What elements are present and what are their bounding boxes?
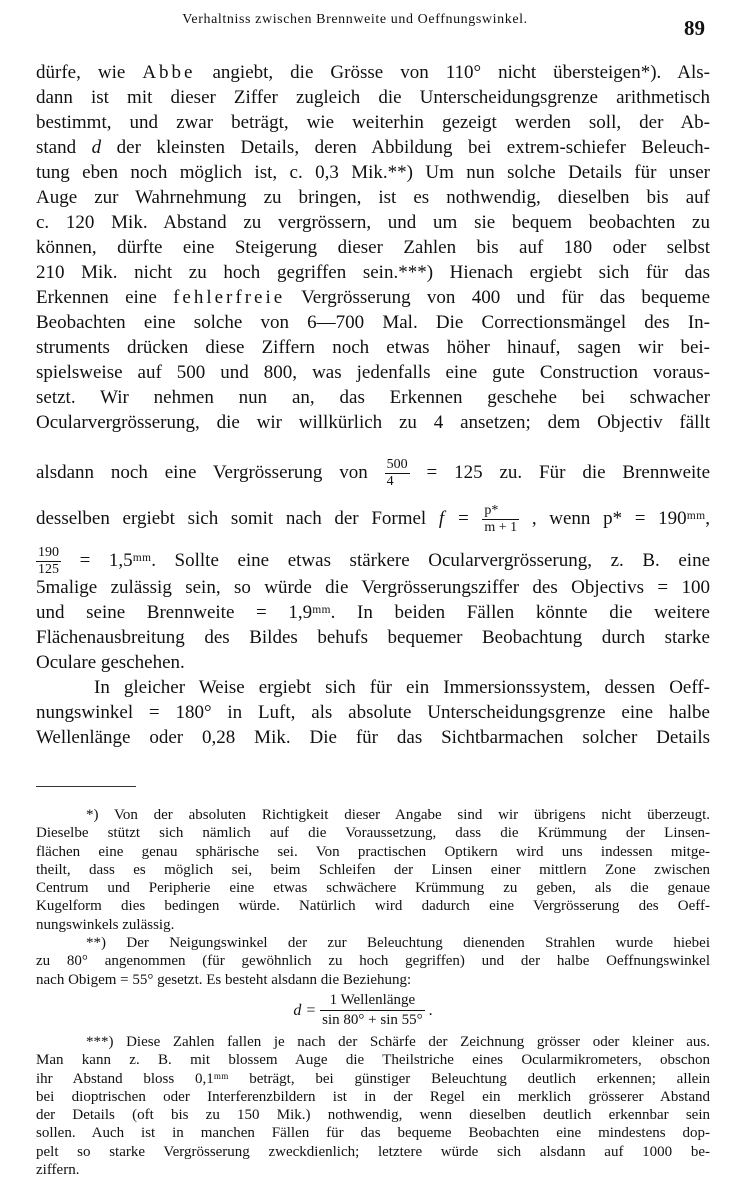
text-line: Beobachten eine solche von 6—700 Mal. Die Correctionsmängel des In- (36, 312, 710, 333)
formula-lhs: f = (438, 507, 470, 529)
numerator: 500 (386, 457, 408, 472)
text-line: Auge zur Wahrnehmung zu bringen, ist es nothwendig, dieselben bis auf (36, 187, 710, 208)
footnote-line: ziffern. (36, 1162, 80, 1179)
numerator: 190 (38, 545, 59, 560)
text-line: 5malige zulässig sein, so würde die Vergrösserungsziffer des Objectivs = 100 (36, 577, 710, 598)
text-line (36, 285, 710, 310)
text-segment: angiebt, die Grösse von 110° nicht übersteigen*). Als- (195, 62, 710, 83)
footnote-line: ***) Diese Zahlen fallen je nach der Schärfe der Zeichnung grösser oder kleiner aus. (86, 1033, 710, 1050)
footnote-line: nach Obigem = 55° gesetzt. Es besteht alsdann die Beziehung: (36, 971, 412, 988)
footnote-line: zu 80° angenommen (für gewöhnlich zu hoch gegriffen) und der halbe Oeffnungswinkel (36, 953, 710, 970)
footnote-line: sollen. Auch ist in manchen Fällen für das bequeme Beobachten eine mindestens dop- (36, 1125, 710, 1142)
text-line: und seine Brennweite = 1,9ᵐᵐ. In beiden Fällen könnte die weitere (36, 602, 710, 623)
fraction (320, 991, 424, 1030)
footnote-line: Man kann z. B. mit blossem Auge die Theilstriche eines Ocularmikrometers, obschon (36, 1052, 710, 1069)
text-line: Flächenausbreitung des Bildes behufs bequemer Beobachtung durch starke (36, 627, 710, 648)
text-segment: , wenn p* = 190ᵐᵐ, (531, 507, 711, 529)
spaced-emphasis: fehlerfreie (173, 287, 286, 308)
text-segment: dürfe, wie (36, 62, 143, 83)
footnote-line: der Details (oft bis zu 150 Mik.) nothwendig, wenn dieselben deutlich erkennbar sein (36, 1107, 710, 1124)
text-segment: desselben ergiebt sich somit nach der Formel (36, 507, 427, 529)
footnote-line: **) Der Neigungswinkel der zur Beleuchtung dienenden Strahlen wurde hiebei (86, 935, 710, 952)
footnote-line: pelt so starke Vergrösserung zweckdienlich; letztere würde sich alsdann auf 1000 be- (36, 1143, 710, 1160)
running-header: Verhaltniss zwischen Brennweite und Oeffnungswinkel. (182, 12, 528, 27)
text-line: Wellenlänge oder 0,28 Mik. Die für das Sichtbarmachen solcher Details (36, 727, 710, 748)
text-line: Ocularvergrösserung, die wir willkürlich zu 4 ansetzen; dem Objectiv fällt (36, 412, 710, 433)
text-line: bestimmt, und zwar beträgt, wie weiterhin gezeigt werden soll, der Ab- (36, 112, 710, 133)
text-line: setzt. Wir nehmen nun an, das Erkennen geschehe bei schwacher (36, 387, 710, 408)
text-line: dann ist mit dieser Ziffer zugleich die Unterscheidungsgrenze arithmetisch (36, 87, 710, 108)
numerator: 1 Wellenlänge (320, 991, 424, 1011)
footnote-line: Dieselbe stützt sich nämlich auf die Voraussetzung, dass die Krümmung der Linsen- (36, 825, 710, 842)
text-line: struments drücken diese Ziffern noch etwas höher hinauf, sagen wir bei- (36, 337, 710, 358)
footnote-line: theilt, dass es möglich sei, beim Schleifen der Linsen einer mittlern Zone zwischen (36, 861, 710, 878)
text-line: c. 120 Mik. Abstand zu vergrössern, und um sie bequem beobachten zu (36, 212, 710, 233)
spaced-name: Abbe (142, 62, 196, 83)
text-segment: alsdann noch eine Vergrösserung von (36, 461, 368, 483)
numerator: p* (482, 503, 519, 520)
equation-period: . (428, 1001, 433, 1019)
formula-line (36, 457, 710, 487)
footnote-line: Centrum und Peripherie eine etwas schwächere Krümmung zu geben, als die genaue (36, 880, 710, 897)
footnote-separator (36, 786, 136, 787)
text-segment: der kleinsten Details, deren Abbildung bei extrem-schiefer Beleuch- (101, 137, 711, 158)
text-segment: stand (36, 137, 92, 158)
footnote-line: Kugelform dies bedingen würde. Natürlich wird dadurch eine Vergrösserung des Oeff- (36, 898, 710, 915)
denominator: 125 (38, 562, 59, 577)
formula-line (36, 503, 710, 533)
variable: d (91, 137, 102, 158)
formula-line (36, 545, 710, 575)
text-line: tung eben noch möglich ist, c. 0,3 Mik.**) Um nun solche Details für unser (36, 162, 710, 183)
text-line: spielsweise auf 500 und 800, was jedenfalls eine gute Construction voraus- (36, 362, 710, 383)
footnote-line: flächen eine genau sphärische sei. Von practischen Optikern wird uns indessen mitge- (36, 843, 710, 860)
denominator: sin 80° + sin 55° (322, 1012, 423, 1029)
denominator: m + 1 (484, 520, 518, 535)
text-segment: = 125 zu. Für die Brennweite (426, 461, 711, 483)
fraction (482, 503, 519, 536)
text-line: können, dürfte eine Steigerung dieser Zahlen bis auf 180 oder selbst (36, 237, 710, 258)
text-segment: Vergrösserung von 400 und für das bequeme (285, 287, 710, 308)
fraction (385, 457, 410, 490)
text-segment: Erkennen eine (36, 287, 174, 308)
text-line (36, 135, 710, 160)
footnote-equation (16, 989, 710, 1033)
footnote-line: nungswinkels zulässig. (36, 916, 175, 933)
text-line: Oculare geschehen. (36, 652, 185, 673)
fraction (36, 545, 61, 578)
footnote-line: *) Von der absoluten Richtigkeit dieser Angabe sind wir übrigens nicht überzeugt. (86, 807, 710, 823)
footnote-line: ihr Abstand bloss 0,1ᵐᵐ beträgt, bei günstiger Beleuchtung deutlich erkennen; allein (36, 1070, 710, 1087)
body-text (36, 60, 710, 750)
page-number: 89 (684, 16, 705, 40)
text-line (36, 60, 710, 85)
text-line: 210 Mik. nicht zu hoch gegriffen sein.***) Hienach ergiebt sich für das (36, 262, 710, 283)
text-segment: = 1,5ᵐᵐ. Sollte eine etwas stärkere Ocularvergrösserung, z. B. eine (79, 549, 710, 571)
equation-lhs: d = (293, 1001, 317, 1019)
text-line: In gleicher Weise ergiebt sich für ein Immersionssystem, dessen Oeff- (94, 677, 710, 698)
footnote-line: bei dioptrischen oder Interferenzbildern ist in der Regel ein merklich grösserer Abstand (36, 1088, 710, 1105)
footnotes (36, 806, 710, 1179)
text-line: nungswinkel = 180° in Luft, als absolute Unterscheidungsgrenze eine halbe (36, 702, 710, 723)
denominator: 4 (386, 474, 394, 489)
